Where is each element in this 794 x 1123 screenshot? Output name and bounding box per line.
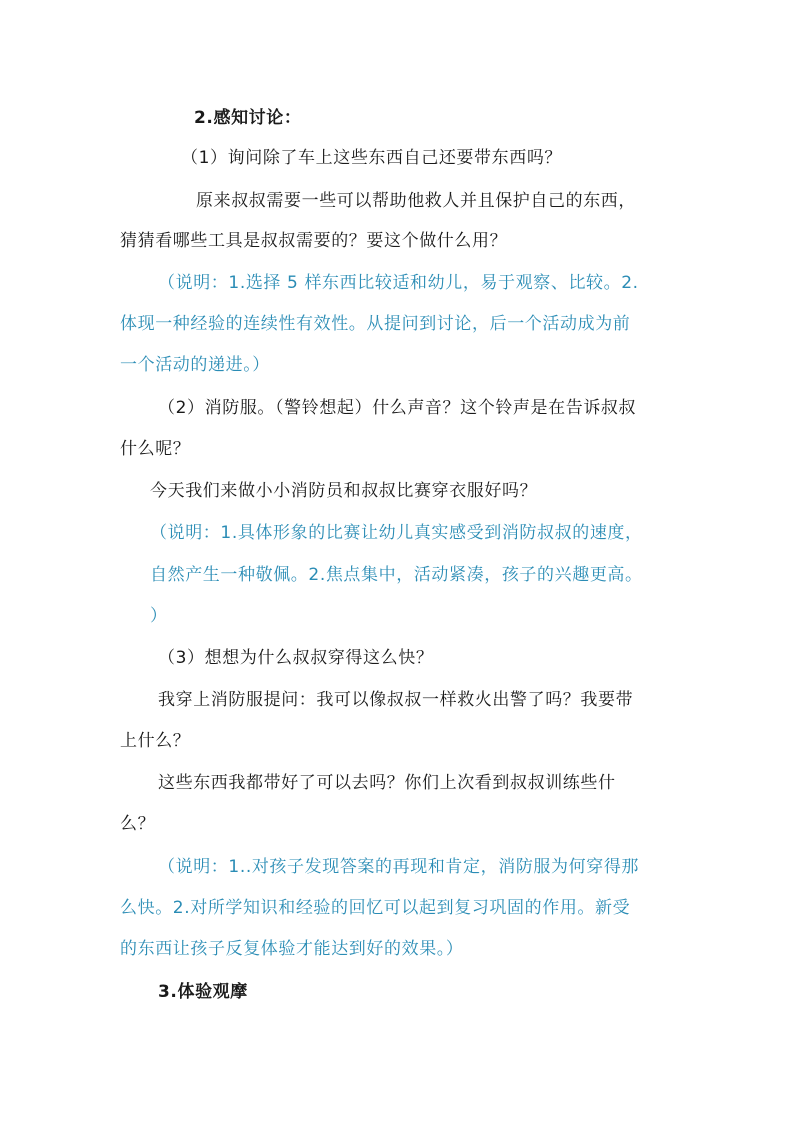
- q3-note-line-1: （说明：1..对孩子发现答案的再现和肯定，消防服为何穿得那: [158, 857, 640, 877]
- q1-paragraph-line-2: 猜猜看哪些工具是叔叔需要的？要这个做什么用？: [120, 231, 508, 251]
- q1-question: （1）询问除了车上这些东西自己还要带东西吗？: [181, 148, 563, 168]
- q2-question-line-2: 什么呢？: [120, 439, 191, 459]
- q1-note-line-2: 体现一种经验的连续性有效性。从提问到讨论，后一个活动成为前: [120, 314, 631, 334]
- q2-question-line-1: （2）消防服。（警铃想起）什么声音？这个铃声是在告诉叔叔: [158, 398, 637, 418]
- q1-note-line-3: 一个活动的递进。）: [120, 355, 270, 375]
- q3-paragraph-2-line-2: 么？: [120, 814, 156, 834]
- q3-question: （3）想想为什么叔叔穿得这么快？: [158, 648, 434, 668]
- q2-note-line-1: （说明：1.具体形象的比赛让幼儿真实感受到消防叔叔的速度，: [150, 523, 643, 543]
- q3-paragraph-2-line-1: 这些东西我都带好了可以去吗？你们上次看到叔叔训练些什: [158, 773, 616, 793]
- q2-note-line-3: ）: [150, 606, 168, 626]
- q3-note-line-3: 的东西让孩子反复体验才能达到好的效果。）: [120, 939, 464, 959]
- q3-paragraph-1-line-2: 上什么？: [120, 731, 191, 751]
- q1-note-line-1: （说明：1.选择 5 样东西比较适和幼儿，易于观察、比较。2.: [158, 273, 639, 293]
- q1-paragraph-line-1: 原来叔叔需要一些可以帮助他救人并且保护自己的东西，: [196, 191, 636, 211]
- q3-paragraph-1-line-1: 我穿上消防服提问：我可以像叔叔一样救火出警了吗？我要带: [158, 690, 634, 710]
- q2-note-line-2: 自然产生一种敬佩。2.焦点集中，活动紧凑，孩子的兴趣更高。: [150, 565, 643, 585]
- q3-note-line-2: 么快。2.对所学知识和经验的回忆可以起到复习巩固的作用。新受: [120, 898, 631, 918]
- section-2-heading: 2.感知讨论：: [194, 108, 302, 128]
- section-3-heading: 3.体验观摩: [158, 982, 248, 1002]
- q2-paragraph: 今天我们来做小小消防员和叔叔比赛穿衣服好吗？: [150, 481, 538, 501]
